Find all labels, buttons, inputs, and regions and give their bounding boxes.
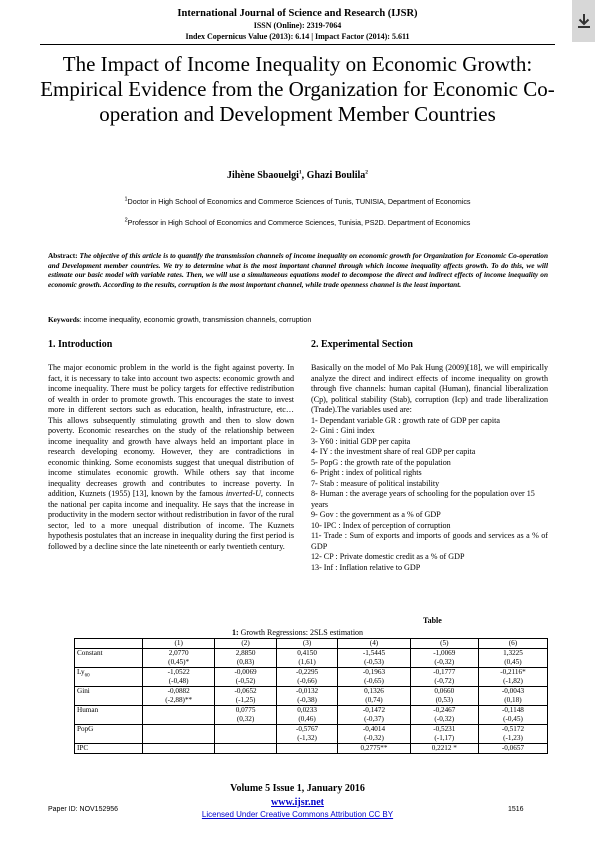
variable-item: 10- IPC : Index of perception of corruption xyxy=(311,520,451,530)
t-statistic: (0,46) xyxy=(298,715,316,723)
footer-page-number: 1516 xyxy=(508,806,524,813)
footer-site-link[interactable]: www.ijsr.net xyxy=(271,797,324,808)
table-cell xyxy=(276,706,338,725)
table-cell xyxy=(478,725,547,744)
table-cell xyxy=(143,744,215,754)
table-cell xyxy=(410,744,478,754)
t-statistic: (1,61) xyxy=(298,658,316,666)
t-statistic: (-0,45) xyxy=(503,715,523,723)
table-cell xyxy=(143,725,215,744)
table-row xyxy=(75,668,548,687)
table-cell xyxy=(410,687,478,706)
t-statistic: (0,18) xyxy=(504,696,522,704)
footer-license-link[interactable]: Licensed Under Creative Commons Attribution CC BY xyxy=(201,810,394,819)
coefficient: -0,0882 xyxy=(167,687,190,695)
experimental-body xyxy=(311,363,548,573)
table-cell xyxy=(338,725,410,744)
table-header-cell xyxy=(75,639,143,649)
variable-item: 3- Y60 : initial GDP per capita xyxy=(311,436,411,446)
table-cell xyxy=(143,668,215,687)
table-cell xyxy=(478,706,547,725)
table-cell xyxy=(276,744,338,754)
t-statistic: (-1,17) xyxy=(434,734,455,742)
row-label: PopG xyxy=(75,725,143,744)
table-header-cell: (5) xyxy=(410,639,478,649)
variable-item: 9- Gov : the government as a % of GDP xyxy=(311,510,441,519)
row-label: IPC xyxy=(75,744,143,754)
table-cell xyxy=(215,744,277,754)
table-header-cell: (6) xyxy=(478,639,547,649)
coefficient: 0,1326 xyxy=(364,687,384,695)
table-cell xyxy=(143,706,215,725)
author-affil-marker: 1 xyxy=(298,169,302,176)
table-header-cell: (1) xyxy=(143,639,215,649)
coefficient: -0,4014 xyxy=(362,725,386,733)
journal-index: Index Copernicus Value (2013): 6.14 | Impact Factor (2014): 5.611 xyxy=(185,32,410,41)
t-statistic: (-0,52) xyxy=(235,677,256,685)
row-label-text: Ly xyxy=(77,668,85,676)
t-statistic: (0,45) xyxy=(504,658,522,666)
coefficient: -0,0132 xyxy=(295,687,319,695)
table-cell xyxy=(478,687,547,706)
t-statistic: (-2,88)** xyxy=(165,696,193,704)
t-statistic: (0,53) xyxy=(435,696,453,704)
coefficient: 0,0660 xyxy=(434,687,455,695)
t-statistic: (-0,65) xyxy=(364,677,384,685)
table-cell xyxy=(215,706,277,725)
variable-item: 4- IY : the investment share of real GDP per capita xyxy=(311,447,476,456)
row-label xyxy=(75,668,143,687)
affiliation xyxy=(0,218,595,227)
table-header-row xyxy=(75,639,548,649)
variable-item: 2- Gini : Gini index xyxy=(311,426,375,435)
keywords-text: : income inequality, economic growth, transmission channels, corruption xyxy=(79,315,312,324)
coefficient: -0,1472 xyxy=(362,706,386,714)
coefficient: 2,8850 xyxy=(235,649,256,657)
t-statistic: (0,32) xyxy=(236,715,255,723)
coefficient: 1,3225 xyxy=(503,649,523,657)
header-divider xyxy=(40,44,555,45)
table-cell xyxy=(338,706,410,725)
affiliation-marker: 1 xyxy=(124,196,128,203)
coefficient: -1,0069 xyxy=(433,649,456,657)
table-cell xyxy=(276,649,338,668)
t-statistic: (-1,25) xyxy=(235,696,256,704)
table-cell xyxy=(410,668,478,687)
abstract-text: The objective of this article is to quantify the transmission channels of income inequality on economic growth for Organization for Economic Co-operation and Development member countries. We try to determine what is the most important channel through which income inequality affects growth. To do this, we will estimate our basic model with variable rates. Then, we will use a simultaneous equations model to decompose the direct and indirect effects of income inequality on economic growth. According to the results, corruption is the most important channel, while trade openness channel is the least important. xyxy=(48,251,549,289)
abstract-label: Abstract: xyxy=(48,251,78,260)
coefficient: 0,2775** xyxy=(360,744,388,752)
table-cell xyxy=(478,649,547,668)
coefficient: -0,2467 xyxy=(433,706,456,714)
affiliation-text: Doctor in High School of Economics and Commerce Sciences of Tunis, TUNISIA, Department of Economics xyxy=(127,197,471,206)
table-cell xyxy=(276,687,338,706)
variable-item: 12- CP : Private domestic credit as a % of GDP xyxy=(311,552,465,561)
t-statistic: (0,74) xyxy=(365,696,383,704)
coefficient: -1,5445 xyxy=(362,649,386,657)
t-statistic: (-1,23) xyxy=(503,734,523,742)
variable-item: 6- Pright : index of political rights xyxy=(311,468,422,477)
variable-item: 7- Stab : measure of political instability xyxy=(311,478,440,488)
coefficient: -0,5767 xyxy=(295,725,319,733)
journal-issn: ISSN (Online): 2319-7064 xyxy=(253,21,342,30)
coefficient: -0,0657 xyxy=(501,744,525,752)
t-statistic: (-1,32) xyxy=(297,734,317,742)
table-cell xyxy=(215,687,277,706)
t-statistic: (-0,66) xyxy=(297,677,317,685)
table-cell xyxy=(338,744,410,754)
coefficient: -0,0043 xyxy=(501,687,525,695)
t-statistic: (-0,37) xyxy=(364,715,384,723)
table-cell xyxy=(276,668,338,687)
coefficient: -0,0652 xyxy=(234,687,257,695)
table-cell xyxy=(410,706,478,725)
t-statistic: (-0,38) xyxy=(297,696,317,704)
body-text: Basically on the model of Mo Pak Hung (2009)[18], we will empirically analyze the direct and indirect effects of income inequality on growth through five channels: human capital (Human), financial liberalization (Cp), political stability (Stab), corruption (Icp) and trade liberalization (Trade).The variables used are: xyxy=(311,363,548,414)
t-statistic: (-0,53) xyxy=(364,658,384,666)
paper-title: The Impact of Income Inequality on Economic Growth: Empirical Evidence from the Organization for Economic Co-operation and Development Member Countries xyxy=(40,52,555,126)
table-header-cell: (2) xyxy=(215,639,277,649)
abstract xyxy=(48,251,548,289)
table-cell xyxy=(478,744,547,754)
affiliation xyxy=(0,197,595,206)
t-statistic: (-0,32) xyxy=(364,734,384,742)
author-name: Jihène Sbaouelgi xyxy=(226,170,299,181)
affiliation-text: Professor in High School of Economics and Commerce Sciences, Tunisia, PS2D. Department of Economics xyxy=(127,218,471,227)
footer-volume: Volume 5 Issue 1, January 2016 xyxy=(230,783,365,794)
regression-table xyxy=(74,638,548,754)
keywords-label: Keywords xyxy=(48,315,80,324)
affiliation-marker: 2 xyxy=(124,217,128,224)
author-name: Ghazi Boulila xyxy=(306,170,366,181)
body-text: , connects the national per capita income and inequality. He says that the increase in productivity in the modern sector without redistribution in favor of the rural sector, led to a more unequal distribution of income. The Kuznets hypothesis postulates that an increase in inequality during the first period is followed by a decline since the late nineteenth or early twentieth century. xyxy=(48,489,294,551)
row-label-subscript: 60 xyxy=(84,673,90,679)
table-row xyxy=(75,649,548,668)
author-separator: , xyxy=(301,170,307,181)
table-cell xyxy=(410,725,478,744)
coefficient: 0,4150 xyxy=(297,649,317,657)
coefficient: -0,2116* xyxy=(500,668,526,676)
section-heading: 1. Introduction xyxy=(48,339,113,350)
coefficient: 0,0233 xyxy=(297,706,317,714)
t-statistic: (-1,82) xyxy=(503,677,523,685)
row-label: Gini xyxy=(75,687,143,706)
table-header-cell: (3) xyxy=(276,639,338,649)
t-statistic: (-0,48) xyxy=(168,677,189,685)
author-affil-marker: 2 xyxy=(365,169,369,176)
row-label: Constant xyxy=(75,649,143,668)
variable-item: 5- PopG : the growth rate of the population xyxy=(311,457,451,467)
table-number: 1: xyxy=(231,628,239,637)
table-header-cell: (4) xyxy=(338,639,410,649)
body-text: The major economic problem in the world is the fight against poverty. In fact, it is necessary to take into account two aspects: economic growth and income inequality. There must be policy targets for effective redistribution of wealth in order to promote growth. This encourages the state to invest more in different sectors such as education, health, infrastructure, etc… This allows subsequently stimulating growth and then to slow down poverty. Economic researches on the study of the relationship between income inequality and growth have always held an important place in research developing economy. However, they are contradictions in economic thinking. Some economists suggest that unequal distribution of income stimulates economic growth. While others say that income inequality decreases growth and contributes to increase poverty. In addition, Kuznets (1955) [13], known by the famous xyxy=(48,363,294,498)
coefficient: -0,5172 xyxy=(501,725,525,733)
coefficient: -0,5231 xyxy=(433,725,456,733)
coefficient: 0,0775 xyxy=(235,706,256,714)
table-cell xyxy=(338,668,410,687)
journal-name: International Journal of Science and Research (IJSR) xyxy=(177,8,418,19)
table-row xyxy=(75,687,548,706)
author-line xyxy=(0,170,595,181)
table-caption-text: Growth Regressions: 2SLS estimation xyxy=(238,628,364,637)
table-cell xyxy=(143,687,215,706)
body-italic: inverted-U xyxy=(225,489,261,498)
download-icon xyxy=(577,13,591,29)
table-label: Table xyxy=(423,616,442,625)
section-heading: 2. Experimental Section xyxy=(311,339,413,350)
row-label: Human xyxy=(75,706,143,725)
coefficient: 0,2212 * xyxy=(431,744,457,752)
coefficient: 2,0770 xyxy=(168,649,189,657)
table-cell xyxy=(478,668,547,687)
download-button[interactable] xyxy=(572,0,595,42)
introduction-body xyxy=(48,363,294,552)
keywords xyxy=(48,315,548,324)
variable-item: 11- Trade : Sum of exports and imports of goods and services as a % of GDP xyxy=(311,531,548,551)
t-statistic: (-0,72) xyxy=(434,677,455,685)
coefficient: -0,2295 xyxy=(295,668,319,676)
table-row xyxy=(75,725,548,744)
table-row xyxy=(75,706,548,725)
coefficient: -0,0069 xyxy=(234,668,257,676)
table-cell xyxy=(338,687,410,706)
variable-item: 13- Inf : Inflation relative to GDP xyxy=(311,562,421,572)
table-caption xyxy=(0,628,595,637)
table-cell xyxy=(215,668,277,687)
variable-item: 1- Dependant variable GR : growth rate of GDP per capita xyxy=(311,415,500,425)
coefficient: -0,1777 xyxy=(433,668,456,676)
t-statistic: (0,83) xyxy=(236,658,255,666)
coefficient: -0,1963 xyxy=(362,668,386,676)
coefficient: -1,0522 xyxy=(167,668,190,676)
t-statistic: (0,45)* xyxy=(168,658,190,666)
table-cell xyxy=(338,649,410,668)
table-cell xyxy=(143,649,215,668)
t-statistic: (-0,32) xyxy=(434,715,455,723)
table-cell xyxy=(276,725,338,744)
footer-paper-id: Paper ID: NOV152956 xyxy=(48,806,119,813)
variable-item: 8- Human : the average years of schooling for the population over 15 years xyxy=(311,489,535,509)
coefficient: -0,1148 xyxy=(502,706,524,714)
table-row xyxy=(75,744,548,754)
table-cell xyxy=(215,725,277,744)
t-statistic: (-0,32) xyxy=(434,658,455,666)
table-cell xyxy=(410,649,478,668)
table-cell xyxy=(215,649,277,668)
